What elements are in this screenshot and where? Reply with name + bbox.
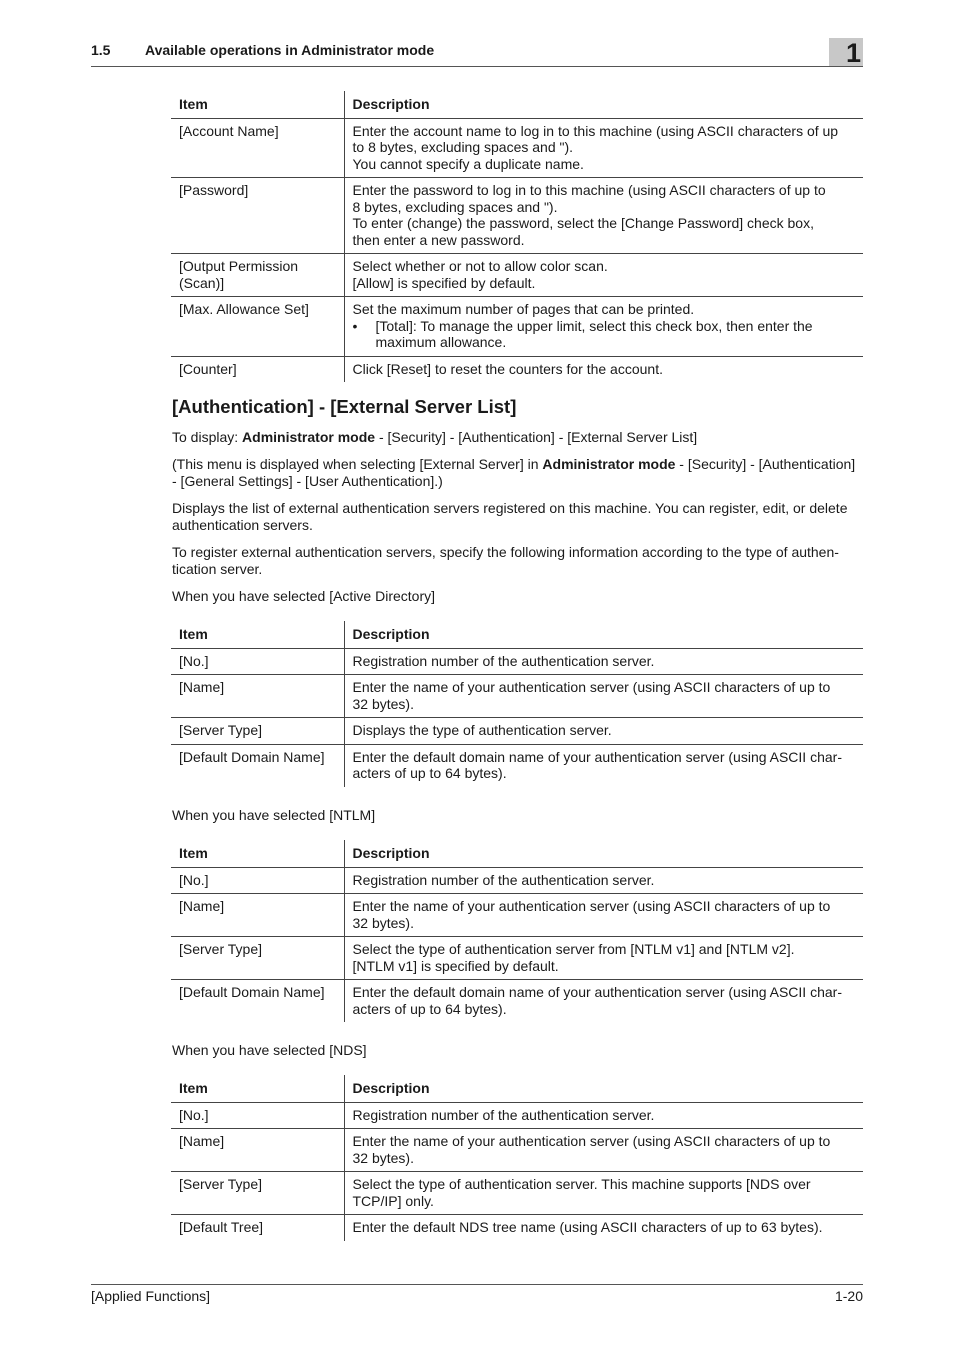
display-suffix: - [Security] - [Authentication] - [External Server List] (375, 429, 698, 445)
description-line: Select the type of authentication server from [NTLM v1] and [NTLM v2]. (352, 941, 795, 957)
bullet-line: maximum allowance. (375, 334, 507, 350)
section-description (172, 500, 863, 534)
table-header-row (171, 91, 863, 118)
chapter-badge: 1 (829, 38, 863, 66)
description-cell (344, 648, 863, 675)
table-row (171, 1129, 863, 1172)
table-header-row (171, 840, 863, 867)
description-line: [Allow] is specified by default. (352, 274, 536, 291)
description-cell (344, 118, 863, 178)
page-header (91, 38, 863, 68)
item-cell: [Counter] (171, 356, 344, 382)
item-cell: [Name] (171, 894, 344, 937)
description-line: To enter (change) the password, select the [Change Password] check box, (352, 215, 814, 231)
table-row (171, 356, 863, 382)
register-instruction (172, 544, 863, 578)
description-line: then enter a new password. (352, 231, 525, 248)
column-header-description: Description (344, 91, 863, 118)
description-cell (344, 894, 863, 937)
table-header-row (171, 1075, 863, 1102)
table-row (171, 297, 863, 357)
case-active-directory: When you have selected [Active Directory] (172, 588, 436, 604)
item-cell: [Name] (171, 675, 344, 718)
description-line: Select whether or not to allow color scan. (352, 258, 608, 274)
column-header-description: Description (344, 1075, 863, 1102)
item-cell: [Server Type] (171, 937, 344, 980)
table-row (171, 648, 863, 675)
table-row (171, 118, 863, 178)
description-line: Enter the default domain name of your authentication server (using ASCII char- (352, 748, 842, 765)
description-line: TCP/IP] only. (352, 1192, 434, 1209)
table-row (171, 675, 863, 718)
note-prefix: (This menu is displayed when selecting [External Server] in (172, 456, 543, 472)
column-header-item: Item (171, 840, 344, 867)
description-line: Select the type of authentication server. This machine supports [NDS over (352, 1176, 811, 1192)
bullet-text (376, 318, 813, 351)
page-footer (91, 1284, 863, 1304)
item-cell (171, 254, 344, 297)
description-line: acters of up to 64 bytes). (352, 1000, 507, 1017)
case-ntlm: When you have selected [NTLM] (172, 807, 376, 823)
description-line: Registration number of the authentication server. (352, 871, 655, 888)
item-cell: [Name] (171, 1129, 344, 1172)
description-cell (344, 254, 863, 297)
item-cell: [Password] (171, 178, 344, 254)
menu-note-line: - [General Settings] - [User Authentication].) (172, 473, 443, 489)
description-line: acters of up to 64 bytes). (352, 765, 507, 781)
display-bold: Administrator mode (242, 429, 376, 445)
description-line: to 8 bytes, excluding spaces and "). (352, 139, 574, 155)
description-line: Enter the default domain name of your authentication server (using ASCII char- (352, 984, 842, 1000)
description-line: 32 bytes). (352, 1149, 414, 1166)
section-number: 1.5 (91, 42, 111, 58)
menu-note (172, 456, 863, 490)
table-row (171, 718, 863, 745)
item-cell: [Default Tree] (171, 1215, 344, 1241)
column-header-item: Item (171, 1075, 344, 1102)
description-line: Enter the password to log in to this machine (using ASCII characters of up to (352, 182, 826, 198)
item-cell: [Server Type] (171, 1172, 344, 1215)
item-cell: [Default Domain Name] (171, 744, 344, 787)
description-line: Enter the name of your authentication server (using ASCII characters of up to (352, 1133, 831, 1149)
table-row (171, 980, 863, 1023)
description-cell (344, 1129, 863, 1172)
item-cell: [No.] (171, 648, 344, 675)
item-cell: [No.] (171, 1102, 344, 1129)
description-line: 32 bytes). (352, 695, 414, 712)
bullet-line: [Total]: To manage the upper limit, select this check box, then enter the (375, 317, 813, 334)
table-row (171, 1215, 863, 1241)
table-row (171, 744, 863, 787)
item-line: (Scan)] (179, 274, 225, 291)
description-cell (344, 718, 863, 745)
menu-note-line (172, 456, 863, 473)
active-directory-table (171, 621, 863, 787)
item-cell: [Account Name] (171, 118, 344, 178)
description-cell (344, 744, 863, 787)
bullet-item (353, 318, 856, 351)
bullet-icon: • (352, 317, 358, 334)
table-row (171, 867, 863, 894)
description-line: Enter the account name to log in to this machine (using ASCII characters of up (352, 122, 839, 139)
description-line: You cannot specify a duplicate name. (352, 155, 584, 172)
item-cell: [Server Type] (171, 718, 344, 745)
description-line: Enter the name of your authentication server (using ASCII characters of up to (352, 898, 831, 914)
section-heading: [Authentication] - [External Server List] (172, 396, 517, 417)
description-line: Registration number of the authentication server. (352, 652, 655, 669)
table-row (171, 894, 863, 937)
table-row (171, 1102, 863, 1129)
description-cell (344, 356, 863, 382)
note-suffix: - [Security] - [Authentication] (675, 456, 856, 472)
item-line: [Output Permission (179, 258, 299, 274)
note-bold: Administrator mode (542, 456, 676, 472)
nds-table (171, 1075, 863, 1241)
instruction-line: tication server. (172, 561, 263, 577)
section-title: Available operations in Administrator mode (145, 42, 435, 58)
description-line: authentication servers. (172, 517, 313, 533)
item-cell: [Max. Allowance Set] (171, 297, 344, 357)
table-header-row (171, 621, 863, 648)
description-line: Set the maximum number of pages that can be printed. (352, 301, 695, 317)
description-cell (344, 1102, 863, 1129)
table-row (171, 254, 863, 297)
display-path (172, 429, 863, 446)
table-row (171, 937, 863, 980)
account-settings-table (171, 91, 863, 382)
footer-title: [Applied Functions] (91, 1288, 211, 1304)
description-line: Enter the name of your authentication server (using ASCII characters of up to (352, 679, 831, 695)
description-line: Displays the type of authentication server. (352, 722, 612, 738)
page-number: 1-20 (834, 1288, 863, 1304)
table-row (171, 1172, 863, 1215)
description-cell (344, 1172, 863, 1215)
description-cell (344, 675, 863, 718)
description-cell (344, 937, 863, 980)
item-cell: [Default Domain Name] (171, 980, 344, 1023)
column-header-item: Item (171, 621, 344, 648)
column-header-item: Item (171, 91, 344, 118)
description-line: 32 bytes). (352, 914, 414, 931)
column-header-description: Description (344, 840, 863, 867)
description-cell (344, 867, 863, 894)
description-line: Enter the default NDS tree name (using ASCII characters of up to 63 bytes). (352, 1219, 823, 1235)
description-line: [NTLM v1] is specified by default. (352, 957, 559, 974)
display-prefix: To display: (172, 429, 243, 445)
description-line: Click [Reset] to reset the counters for the account. (352, 360, 663, 377)
table-row (171, 178, 863, 254)
case-nds: When you have selected [NDS] (172, 1042, 367, 1058)
description-cell (344, 980, 863, 1023)
instruction-line: To register external authentication servers, specify the following information according to the type of authen- (172, 544, 839, 560)
ntlm-table (171, 840, 863, 1022)
item-cell: [No.] (171, 867, 344, 894)
description-line: Registration number of the authentication server. (352, 1106, 655, 1123)
description-cell (344, 297, 863, 357)
description-cell (344, 178, 863, 254)
description-line: Displays the list of external authentication servers registered on this machine. You can register, edit, or delete (172, 500, 848, 516)
description-cell (344, 1215, 863, 1241)
column-header-description: Description (344, 621, 863, 648)
description-line: 8 bytes, excluding spaces and "). (352, 198, 558, 215)
